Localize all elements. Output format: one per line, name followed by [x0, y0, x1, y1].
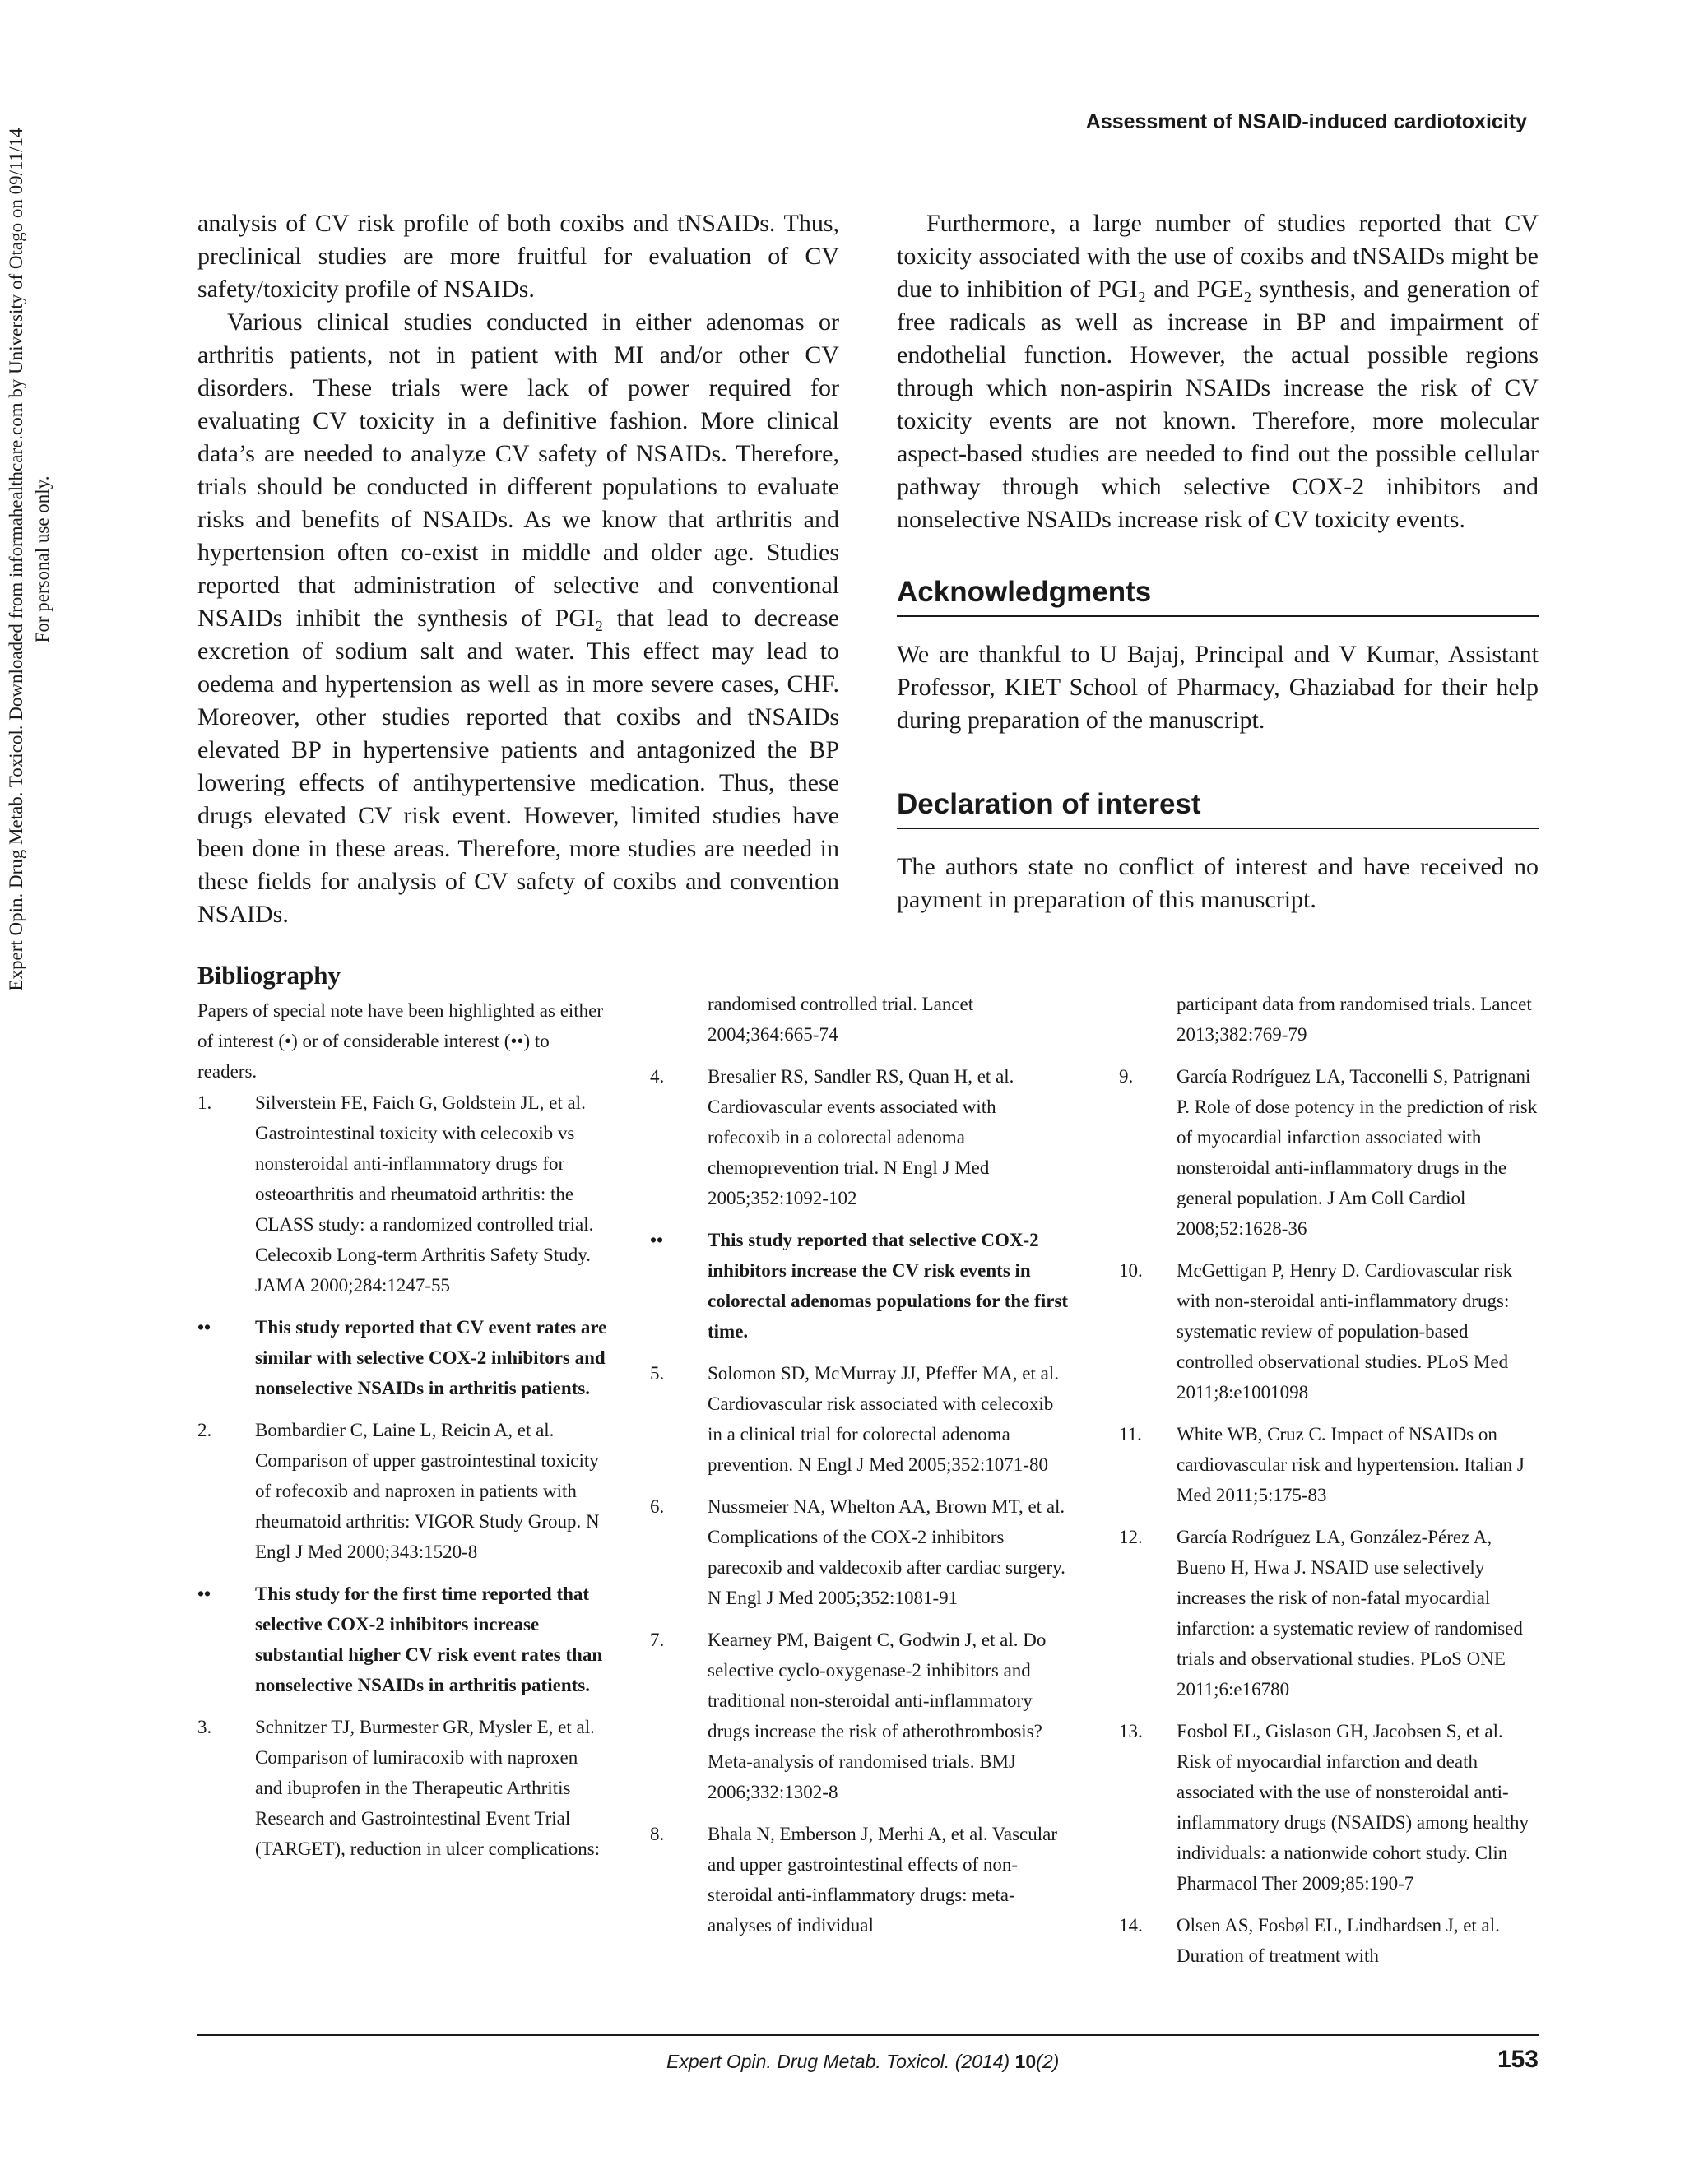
reference-number: ••	[197, 1317, 211, 1338]
reference-number: 8.	[650, 1824, 665, 1844]
reference-item	[1119, 1910, 1539, 1971]
declaration-heading: Declaration of interest	[897, 788, 1539, 829]
footer-journal-name: Expert Opin. Drug Metab. Toxicol.	[666, 2051, 950, 2072]
reference-text: Schnitzer TJ, Burmester GR, Mysler E, et al. Comparison of lumiracoxib with naproxen and ibuprofen in the Therapeutic Arthritis Research and Gastrointestinal Event Trial (TARGET), reduction in ulcer complications:	[255, 1717, 601, 1859]
right-text-column	[897, 207, 1539, 536]
left-text-column	[197, 207, 839, 931]
reference-item	[650, 1358, 1070, 1480]
reference-text: This study reported that selective COX-2 inhibitors increase the CV risk events in colorectal adenomas populations for the first time.	[708, 1230, 1069, 1342]
download-notice-line2: For personal use only.	[32, 475, 53, 643]
reference-number: 1.	[197, 1092, 212, 1113]
reference-item	[1119, 1255, 1539, 1407]
acknowledgments-text: We are thankful to U Bajaj, Principal and V Kumar, Assistant Professor, KIET School of Pharmacy, Ghaziabad for their help during preparation of the manuscript.	[897, 641, 1539, 734]
reference-item	[197, 1712, 609, 1864]
reference-text: Bhala N, Emberson J, Merhi A, et al. Vascular and upper gastrointestinal effects of non-steroidal anti-inflammatory drugs: meta-analyses of individual	[708, 1824, 1057, 1936]
download-notice	[3, 0, 69, 1119]
reference-text: participant data from randomised trials. Lancet 2013;382:769-79	[1177, 994, 1532, 1045]
reference-item	[197, 1415, 609, 1567]
paragraph: Various clinical studies conducted in either adenomas or arthritis patients, not in patient with MI and/or other CV disorders. These trials were lack of power required for evaluating CV toxicity in a definitive fashion. More clinical data’s are needed to analyze CV safety of NSAIDs. Therefore, trials should be conducted in different populations to evaluate risks and benefits of NSAIDs. As we know that arthritis and hypertension often co-exist in middle and older age. Studies reported that administration of selective and conventional NSAIDs inhibit the synthesis of PGI₂ that lead to decrease excretion of sodium salt and water. This effect may lead to oedema and hypertension as well as in more severe cases, CHF. Moreover, other studies reported that coxibs and tNSAIDs elevated BP in hypertensive patients and antagonized the BP lowering effects of antihypertensive medication. Thus, these drugs elevated CV risk event. However, limited studies have been done in these areas. Therefore, more studies are needed in these fields for analysis of CV safety of coxibs and convention NSAIDs.	[197, 308, 839, 928]
reference-item	[650, 1061, 1070, 1213]
reference-text: Bombardier C, Laine L, Reicin A, et al. Comparison of upper gastrointestinal toxicity of rofecoxib and naproxen in patients with rheumatoid arthritis: VIGOR Study Group. N Engl J Med 2000;343:1520-8	[255, 1420, 600, 1562]
reference-item	[1119, 1419, 1539, 1510]
reference-number: 5.	[650, 1363, 665, 1384]
page-number: 153	[1497, 2046, 1539, 2073]
reference-number: 12.	[1119, 1527, 1143, 1547]
download-notice-line1: Expert Opin. Drug Metab. Toxicol. Downloaded from informahealthcare.com by University of Otago on 09/11/14	[6, 128, 26, 991]
reference-item	[1119, 1061, 1539, 1244]
declaration-text: The authors state no conflict of interest and have received no payment in preparation of this manuscript.	[897, 853, 1539, 913]
footer-rule	[197, 2034, 1539, 2036]
reference-number: 6.	[650, 1496, 665, 1517]
reference-item	[650, 989, 1070, 1050]
reference-text: This study reported that CV event rates are similar with selective COX-2 inhibitors and nonselective NSAIDs in arthritis patients.	[255, 1317, 607, 1398]
bibliography-title: Bibliography	[197, 961, 341, 990]
paragraph: analysis of CV risk profile of both coxibs and tNSAIDs. Thus, preclinical studies are more fruitful for evaluation of CV safety/toxicity profile of NSAIDs.	[197, 210, 839, 303]
paragraph: Furthermore, a large number of studies reported that CV toxicity associated with the use of coxibs and tNSAIDs might be due to inhibition of PGI₂ and PGE₂ synthesis, and generation of free radicals as well as increase in BP and impairment of endothelial function. However, the actual possible regions through which non-aspirin NSAIDs increase the risk of CV toxicity events are not known. Therefore, more molecular aspect-based studies are needed to find out the possible cellular pathway through which selective COX-2 inhibitors and nonselective NSAIDs increase risk of CV toxicity events.	[897, 210, 1539, 533]
reference-text: Bresalier RS, Sandler RS, Quan H, et al. Cardiovascular events associated with rofecoxib in a colorectal adenoma chemoprevention trial. N Engl J Med 2005;352:1092-102	[708, 1066, 1014, 1208]
reference-annotation	[197, 1312, 609, 1403]
declaration-section	[897, 788, 1539, 916]
reference-number: 13.	[1119, 1721, 1143, 1741]
acknowledgments-heading: Acknowledgments	[897, 576, 1539, 617]
reference-item	[197, 1087, 609, 1301]
reference-number: ••	[197, 1584, 211, 1604]
reference-number: 11.	[1119, 1424, 1142, 1444]
bibliography-intro: Papers of special note have been highlighted as either of interest (•) or of considerable interest (••) to readers.	[197, 1000, 604, 1082]
footer-year: (2014)	[954, 2051, 1010, 2072]
reference-item	[1119, 1716, 1539, 1899]
reference-number: 4.	[650, 1066, 665, 1087]
reference-text: Solomon SD, McMurray JJ, Pfeffer MA, et al. Cardiovascular risk associated with celecoxib in a clinical trial for colorectal adenoma prevention. N Engl J Med 2005;352:1071-80	[708, 1363, 1059, 1475]
reference-annotation	[650, 1225, 1070, 1347]
reference-text: Olsen AS, Fosbøl EL, Lindhardsen J, et al. Duration of treatment with	[1177, 1915, 1500, 1966]
bibliography-column-3	[1119, 989, 1539, 1982]
reference-text: Nussmeier NA, Whelton AA, Brown MT, et al. Complications of the COX-2 inhibitors parecoxib and valdecoxib after cardiac surgery. N Engl J Med 2005;352:1081-91	[708, 1496, 1065, 1608]
reference-item	[1119, 1522, 1539, 1704]
reference-text: randomised controlled trial. Lancet 2004;364:665-74	[708, 994, 974, 1045]
reference-text: Fosbol EL, Gislason GH, Jacobsen S, et al. Risk of myocardial infarction and death associated with the use of nonsteroidal anti-inflammatory drugs (NSAIDS) among healthy individuals: a nationwide cohort study. Clin Pharmacol Ther 2009;85:190-7	[1177, 1721, 1529, 1894]
reference-number: 14.	[1119, 1915, 1143, 1936]
acknowledgments-section	[897, 576, 1539, 737]
bibliography-column-1	[197, 1087, 609, 1876]
footer-citation	[666, 2051, 1059, 2073]
reference-text: García Rodríguez LA, González-Pérez A, Bueno H, Hwa J. NSAID use selectively increases the risk of non-fatal myocardial infarction: a systematic review of randomised trials and observational studies. PLoS ONE 2011;6:e16780	[1177, 1527, 1523, 1699]
reference-annotation	[197, 1579, 609, 1700]
reference-item	[1119, 989, 1539, 1050]
running-head: Assessment of NSAID-induced cardiotoxicity	[1085, 110, 1527, 133]
footer-issue: (2)	[1036, 2051, 1060, 2072]
reference-text: Silverstein FE, Faich G, Goldstein JL, et al. Gastrointestinal toxicity with celecoxib vs nonsteroidal anti-inflammatory drugs for osteoarthritis and rheumatoid arthritis: the CLASS study: a randomized controlled trial. Celecoxib Long-term Arthritis Safety Study. JAMA 2000;284:1247-55	[255, 1092, 594, 1296]
reference-number: 10.	[1119, 1260, 1143, 1281]
bibliography-column-2	[650, 989, 1070, 1952]
reference-text: McGettigan P, Henry D. Cardiovascular risk with non-steroidal anti-inflammatory drugs: systematic review of population-based controlled observational studies. PLoS Med 2011;8:e1001098	[1177, 1260, 1513, 1403]
reference-number: ••	[650, 1230, 664, 1250]
reference-number: 7.	[650, 1630, 665, 1650]
reference-item	[650, 1491, 1070, 1613]
reference-item	[650, 1819, 1070, 1941]
reference-text: Kearney PM, Baigent C, Godwin J, et al. Do selective cyclo-oxygenase-2 inhibitors and traditional non-steroidal anti-inflammatory drugs increase the risk of atherothrombosis? Meta-analysis of randomised trials. BMJ 2006;332:1302-8	[708, 1630, 1047, 1802]
reference-text: García Rodríguez LA, Tacconelli S, Patrignani P. Role of dose potency in the prediction of risk of myocardial infarction associated with nonsteroidal anti-inflammatory drugs in the general population. J Am Coll Cardiol 2008;52:1628-36	[1177, 1066, 1538, 1239]
reference-item	[650, 1625, 1070, 1807]
footer-volume: 10	[1014, 2051, 1037, 2072]
reference-text: White WB, Cruz C. Impact of NSAIDs on cardiovascular risk and hypertension. Italian J Med 2011;5:175-83	[1177, 1424, 1525, 1505]
reference-text: This study for the first time reported that selective COX-2 inhibitors increase substantial higher CV risk event rates than nonselective NSAIDs in arthritis patients.	[255, 1584, 603, 1695]
reference-number: 3.	[197, 1717, 212, 1737]
reference-number: 9.	[1119, 1066, 1134, 1087]
reference-number: 2.	[197, 1420, 212, 1440]
